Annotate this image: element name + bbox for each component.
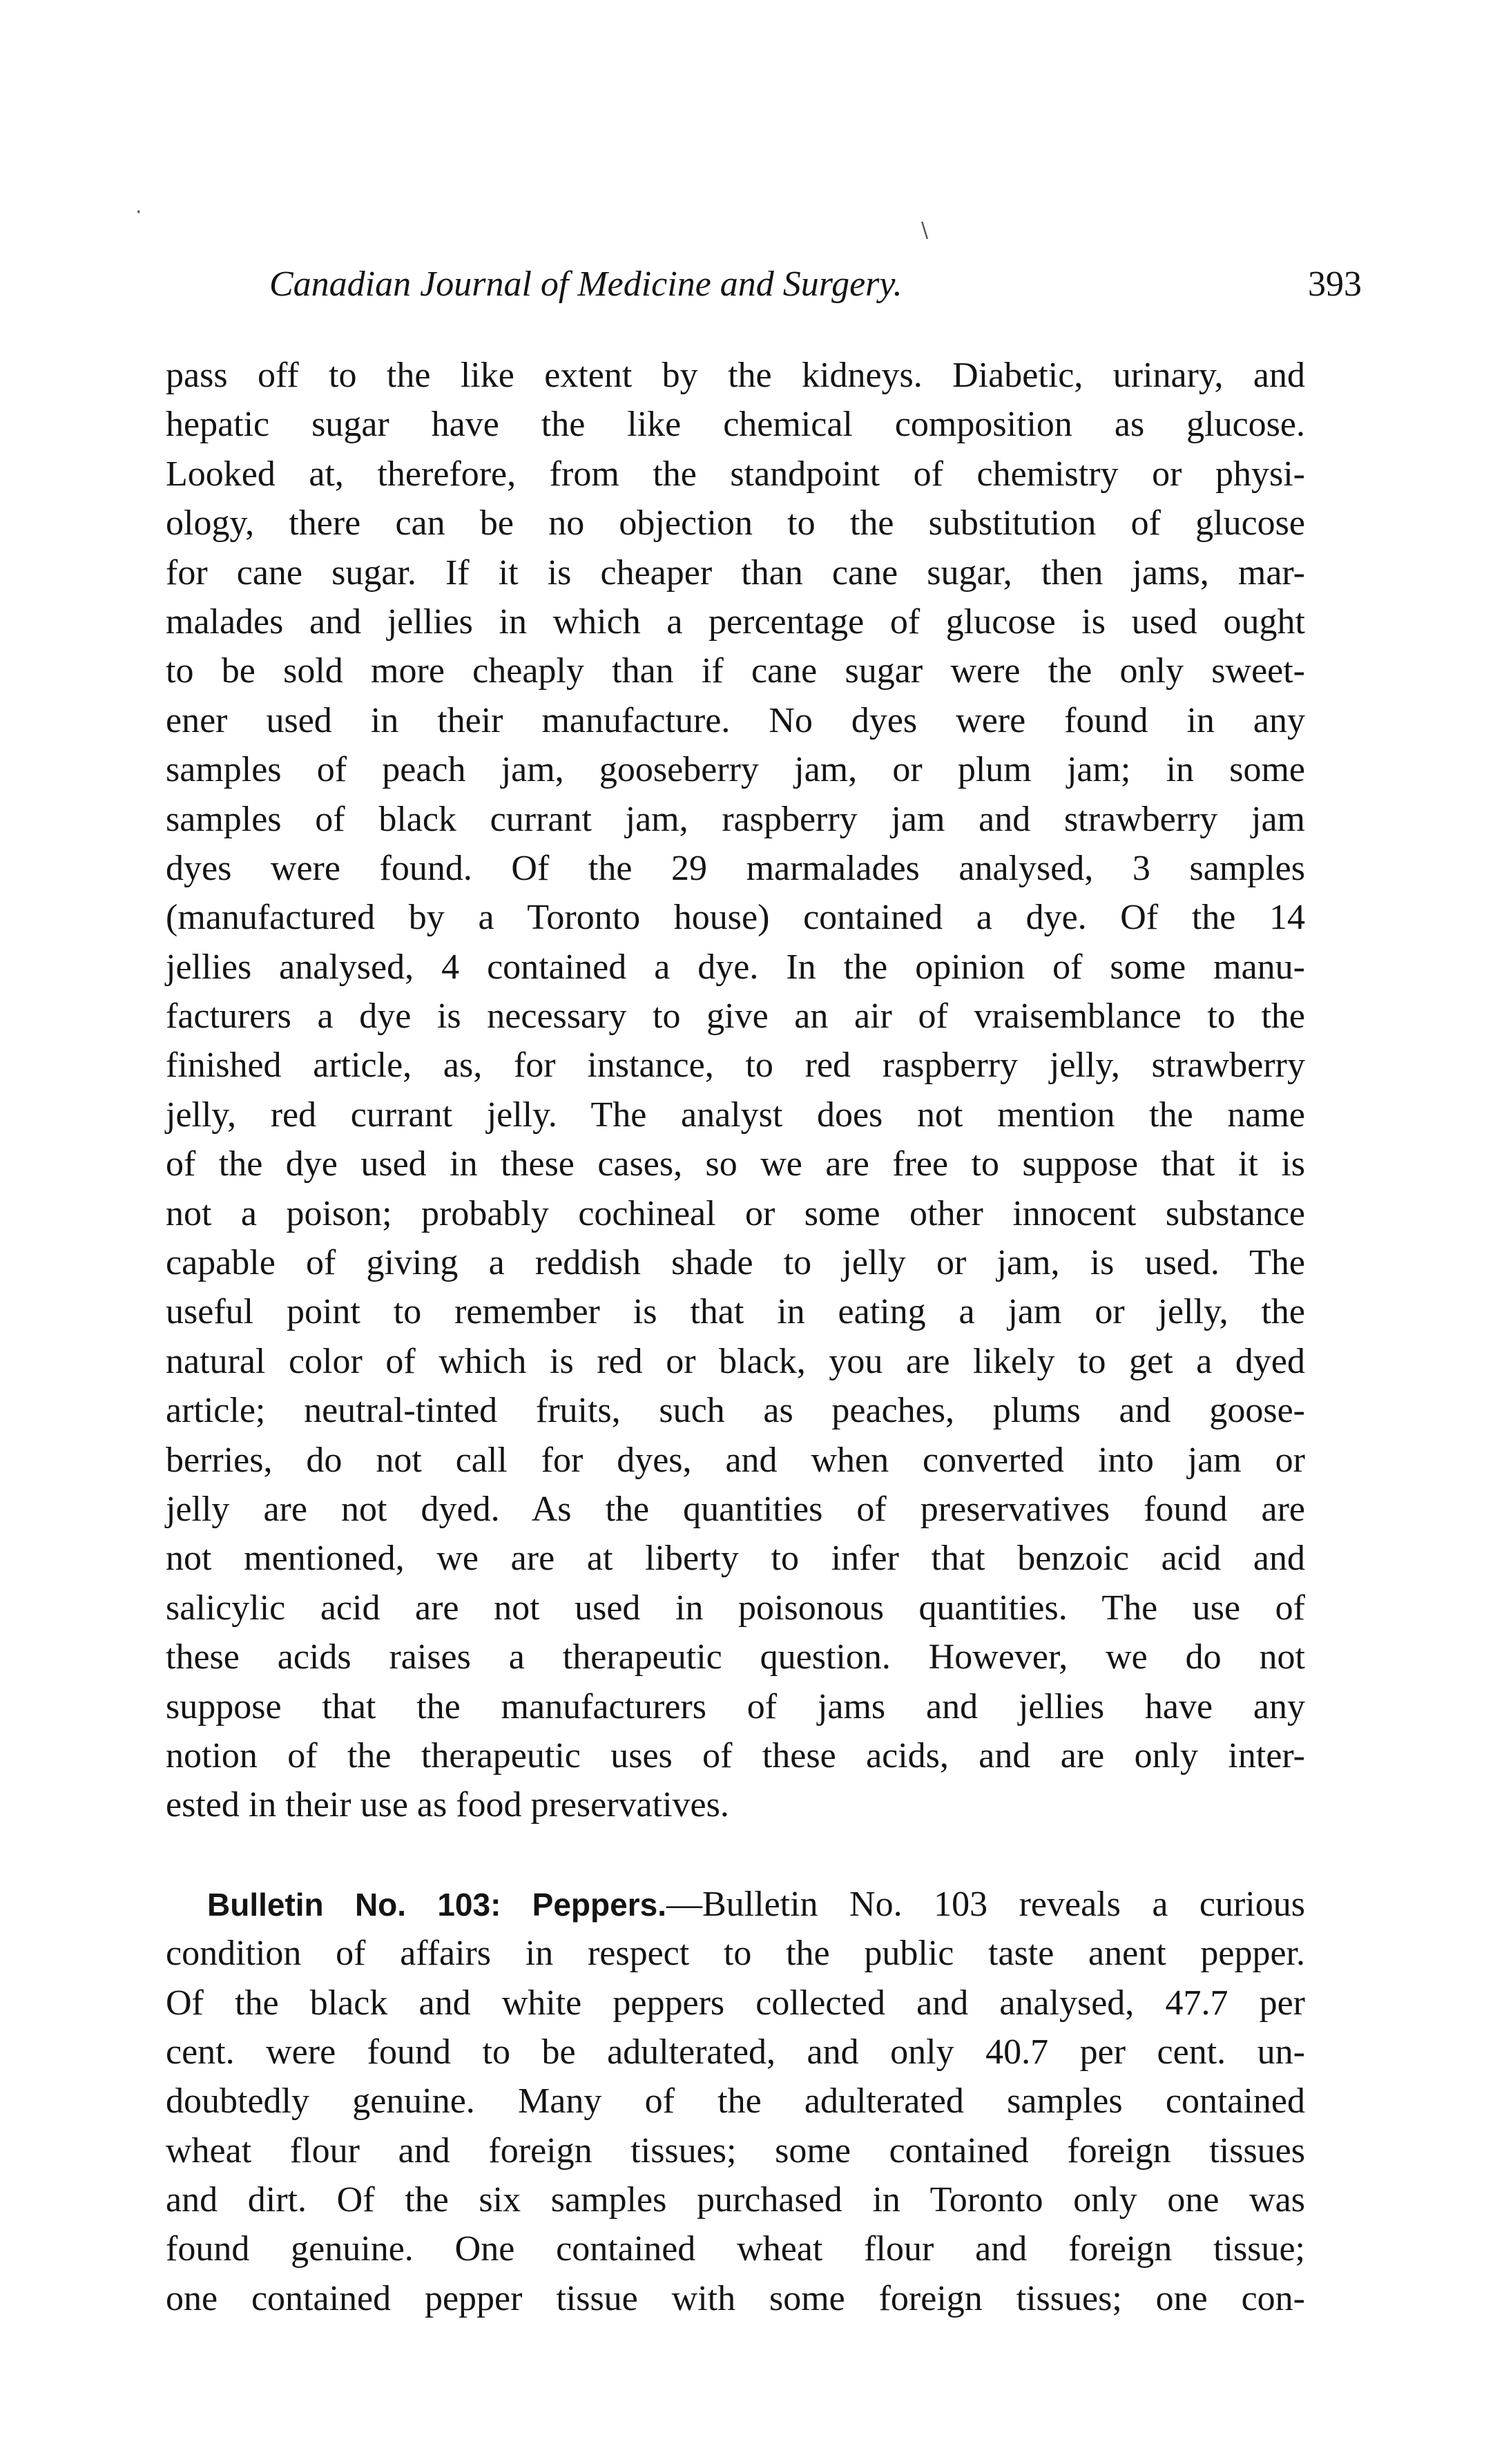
paragraph-gap — [166, 1830, 1305, 1880]
text-line: ener used in their manufacture. No dyes were found in any — [166, 700, 1305, 740]
text-line: found genuine. One contained wheat flour and foreign tissue; — [166, 2229, 1305, 2269]
text-line: useful point to remember is that in eating a jam or jelly, the — [166, 1292, 1305, 1332]
text-line: capable of giving a reddish shade to jelly or jam, is used. The — [166, 1243, 1305, 1283]
stray-mark: \ — [921, 218, 929, 242]
text-line: jellies analysed, 4 contained a dye. In the opinion of some manu- — [166, 947, 1305, 987]
journal-title: Canadian Journal of Medicine and Surgery. — [269, 264, 903, 304]
text-line: (manufactured by a Toronto house) contained a dye. Of the 14 — [166, 898, 1305, 938]
text-line: these acids raises a therapeutic question. However, we do not — [166, 1637, 1305, 1677]
text-line: doubtedly genuine. Many of the adulterated samples contained — [166, 2081, 1305, 2121]
text-line: wheat flour and foreign tissues; some contained foreign tissues — [166, 2130, 1305, 2171]
bulletin-first-line — [166, 1880, 1305, 1929]
text-line: and dirt. Of the six samples purchased in Toronto only one was — [166, 2180, 1305, 2220]
text-line: to be sold more cheaply than if cane sugar were the only sweet- — [166, 651, 1305, 691]
text-line: samples of black currant jam, raspberry jam and strawberry jam — [166, 799, 1305, 839]
text-line: berries, do not call for dyes, and when converted into jam or — [166, 1440, 1305, 1480]
text-line: condition of affairs in respect to the public taste anent pepper. — [166, 1934, 1305, 1974]
text-line: ology, there can be no objection to the substitution of glucose — [166, 503, 1305, 543]
text-line: pass off to the like extent by the kidneys. Diabetic, urinary, and — [166, 356, 1305, 395]
text-line: hepatic sugar have the like chemical composition as glucose. — [166, 405, 1305, 445]
page-number: 393 — [1308, 264, 1362, 304]
text-line: not a poison; probably cochineal or some other innocent substance — [166, 1193, 1305, 1233]
bulletin-heading: Bulletin No. 103: Peppers. — [207, 1886, 666, 1923]
bulletin-first-line-text: —Bulletin No. 103 reveals a curious — [666, 1884, 1305, 1924]
text-line: Looked at, therefore, from the standpoint of chemistry or physi- — [166, 454, 1305, 494]
text-line: ested in their use as food preservatives. — [166, 1785, 729, 1825]
text-line: for cane sugar. If it is cheaper than cane sugar, then jams, mar- — [166, 552, 1305, 593]
text-line: samples of peach jam, gooseberry jam, or plum jam; in some — [166, 750, 1305, 790]
running-head — [269, 257, 1362, 312]
text-line: suppose that the manufacturers of jams and jellies have any — [166, 1686, 1305, 1726]
text-line: natural color of which is red or black, you are likely to get a dyed — [166, 1341, 1305, 1381]
text-line: finished article, as, for instance, to red raspberry jelly, strawberry — [166, 1046, 1305, 1086]
text-line: jelly, red currant jelly. The analyst does not mention the name — [166, 1095, 1305, 1135]
text-line: cent. were found to be adulterated, and only 40.7 per cent. un- — [166, 2032, 1305, 2072]
text-line: notion of the therapeutic uses of these acids, and are only inter- — [166, 1735, 1305, 1775]
body-text — [166, 351, 1305, 2323]
text-line: of the dye used in these cases, so we are free to suppose that it is — [166, 1144, 1305, 1184]
text-line: facturers a dye is necessary to give an air of vraisemblance to the — [166, 997, 1305, 1037]
text-line: Of the black and white peppers collected and analysed, 47.7 per — [166, 1983, 1305, 2023]
stray-mark: · — [135, 200, 142, 224]
text-line: not mentioned, we are at liberty to infer that benzoic acid and — [166, 1539, 1305, 1579]
text-line: dyes were found. Of the 29 marmalades analysed, 3 samples — [166, 848, 1305, 888]
text-line: article; neutral-tinted fruits, such as peaches, plums and goose- — [166, 1391, 1305, 1431]
text-line: jelly are not dyed. As the quantities of preservatives found are — [166, 1489, 1305, 1529]
paragraph-glucose-dyes — [166, 351, 1305, 1830]
text-line: one contained pepper tissue with some foreign tissues; one con- — [166, 2278, 1305, 2318]
text-line: malades and jellies in which a percentage of glucose is used ought — [166, 601, 1305, 642]
text-line: salicylic acid are not used in poisonous quantities. The use of — [166, 1588, 1305, 1628]
paragraph-peppers — [166, 1880, 1305, 2324]
